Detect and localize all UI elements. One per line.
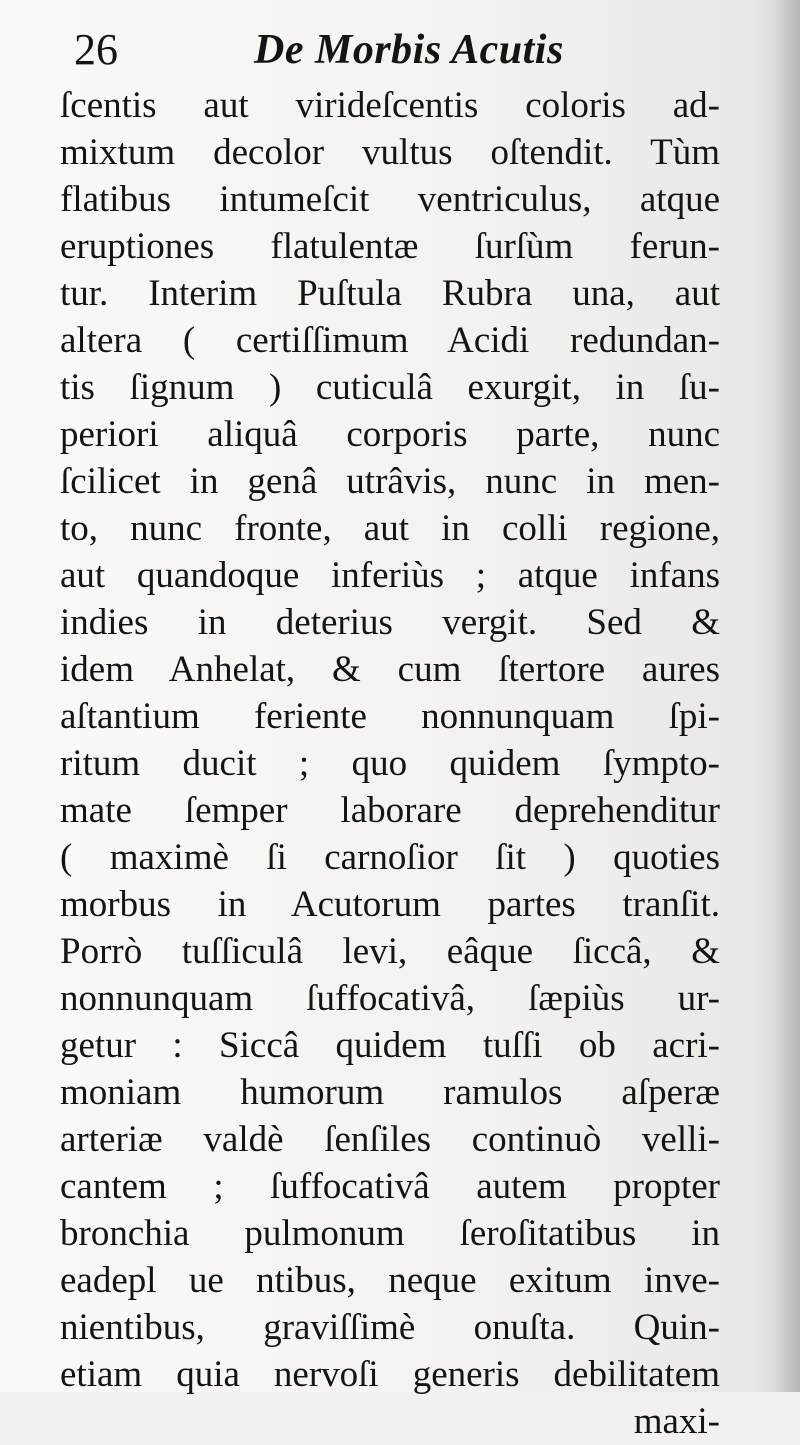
text-line: etiam quia nervoſi generis debilitatem	[60, 1354, 720, 1395]
page-edge-shadow	[774, 0, 800, 1392]
body-text	[60, 82, 720, 1445]
text-line: flatibus intumeſcit ventriculus, atque	[60, 179, 720, 220]
catchword: maxi-	[633, 1401, 720, 1442]
text-line: nientibus, graviſſimè onuſta. Quin-	[60, 1307, 720, 1348]
text-line: altera ( certiſſimum Acidi redundan-	[60, 320, 720, 361]
text-line: mixtum decolor vultus oſtendit. Tùm	[60, 132, 720, 173]
text-line: mate ſemper laborare deprehenditur	[60, 790, 720, 831]
text-line: morbus in Acutorum partes tranſit.	[60, 884, 720, 925]
page-number: 26	[74, 25, 118, 74]
text-line: periori aliquâ corporis parte, nunc	[60, 414, 720, 455]
text-line: tur. Interim Puſtula Rubra una, aut	[60, 273, 720, 314]
text-line: ſcilicet in genâ utrâvis, nunc in men-	[60, 461, 720, 502]
text-line: eadepl ue ntibus, neque exitum inve-	[60, 1260, 720, 1301]
text-line: indies in deterius vergit. Sed &	[60, 602, 720, 643]
text-line: nonnunquam ſuffocativâ, ſæpiùs ur-	[60, 978, 720, 1019]
text-line: aſtantium feriente nonnunquam ſpi-	[60, 696, 720, 737]
text-line: to, nunc fronte, aut in colli regione,	[60, 508, 720, 549]
text-line: arteriæ valdè ſenſiles continuò velli-	[60, 1119, 720, 1160]
text-line: idem Anhelat, & cum ſtertore aures	[60, 649, 720, 690]
text-line: tis ſignum ) cuticulâ exurgit, in ſu-	[60, 367, 720, 408]
text-line: ritum ducit ; quo quidem ſympto-	[60, 743, 720, 784]
text-line: ( maximè ſi carnoſior ſit ) quoties	[60, 837, 720, 878]
text-line: cantem ; ſuffocativâ autem propter	[60, 1166, 720, 1207]
text-line: Porrò tuſſiculâ levi, eâque ſiccâ, &	[60, 931, 720, 972]
text-line: getur : Siccâ quidem tuſſi ob acri-	[60, 1025, 720, 1066]
text-line: ſcentis aut virideſcentis coloris ad-	[60, 85, 720, 126]
text-line: aut quandoque inferiùs ; atque infans	[60, 555, 720, 596]
text-line: eruptiones flatulentæ ſurſùm ferun-	[60, 226, 720, 267]
text-line: bronchia pulmonum ſeroſitatibus in	[60, 1213, 720, 1254]
page-header	[70, 18, 730, 78]
running-head: De Morbis Acutis	[254, 27, 564, 73]
text-line: moniam humorum ramulos aſperæ	[60, 1072, 720, 1113]
